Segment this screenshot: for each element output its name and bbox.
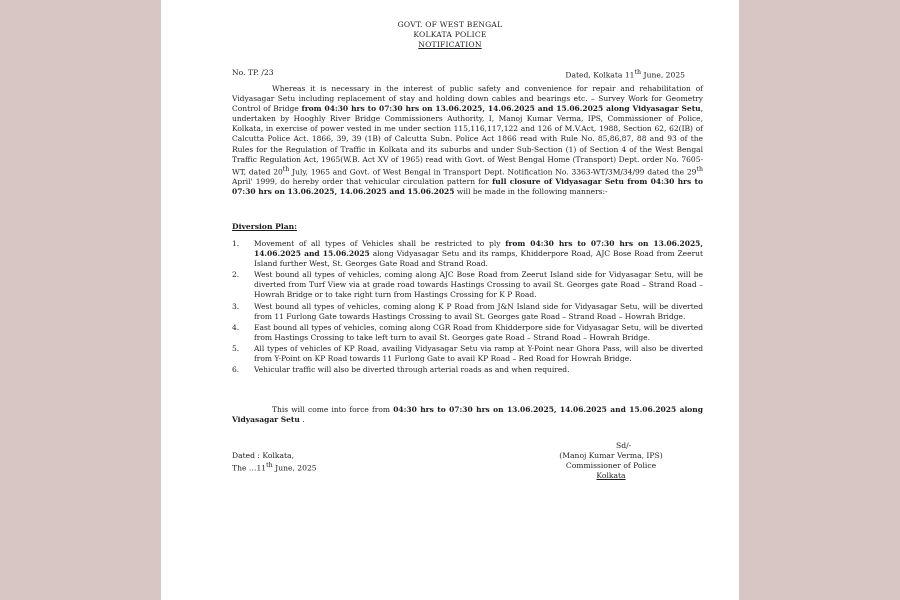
list-item: 2. West bound all types of vehicles, coming along AJC Bose Road from Zeerut Island side for Vidyasagar Setu, will be diverted from Turf View via at grade road towards Hastings Crossing to avail St. Georges gate Road – Strand Road – Howrah Bridge or to take right turn from Hastings Crossing for K P Road. <box>232 270 703 300</box>
reference-number: No. TP. /23 <box>232 68 274 77</box>
item-number: 1. <box>232 239 240 248</box>
date-line: Dated, Kolkata 11th June, 2025 <box>565 69 685 80</box>
header-dept: KOLKATA POLICE <box>413 30 487 39</box>
order-paragraph: Whereas it is necessary in the interest of public safety and convenience for repair and rehabilitation of Vidyasagar Setu including replacement of stay and holding down cables and bearings etc. – Survey Work for Geometry Control of Bridge from 04:30 hrs to 07:30 hrs on 13.06.2025, 14.06.2025 and 15.06.2025 along Vidyasagar Setu, undertaken by Hooghly River Bridge Commissioners Authority, I, Manoj Kumar Verma, IPS, Commissioner of Police, Kolkata, in exercise of power vested in me under section 115,116,117,122 and 126 of M.V.Act, 1988, Section 62, 62(IB) of Calcutta Police Act. 1866, 39, 39 (1B) of Calcutta Subn. Police Act 1866 read with Rule No. 85,86,87, 88 and 93 of the Rules for the Regulation of Traffic in Kolkata and its suburbs and under Sub-Section (1) of Section 4 of the West Bengal Traffic Regulation Act, 1965(W.B. Act XV of 1965) read with Govt. of West Bengal Home (Transport) Dept. order No. 7605-WT, dated 20th July, 1965 and Govt. of West Bengal in Transport Dept. Notification No. 3363-WT/3M/34/99 dated the 29th April' 1999, do hereby order that vehicular circulation pattern for full closure of Vidyasagar Setu from 04:30 hrs to 07:30 hrs on 13.06.2025, 14.06.2025 and 15.06.2025 will be made in the following manners:- <box>232 84 704 197</box>
signature-block <box>551 451 671 481</box>
diversion-list <box>232 239 703 376</box>
list-item: 5. All types of vehicles of KP Road, availing Vidyasagar Setu via ramp at Y-Point near Ghora Pass, will also be diverted from Y-Point on KP Road towards 11 Furlong Gate to avail KP Road – Red Road for Howrah Bridge. <box>232 343 703 364</box>
header-govt: GOVT. OF WEST BENGAL <box>397 20 503 29</box>
signatory-designation: Commissioner of Police <box>565 461 657 470</box>
header-notification: NOTIFICATION <box>418 40 482 49</box>
item-number: 2. <box>232 270 240 280</box>
item-number: 5. <box>232 343 240 353</box>
signatory-name: (Manoj Kumar Verma, IPS) <box>559 451 663 460</box>
diversion-plan-title: Diversion Plan: <box>232 222 297 231</box>
list-item: 1. Movement of all types of Vehicles shall be restricted to ply from 04:30 hrs to 07:30 hrs on 13.06.2025, 14.06.2025 and 15.06.2025 along Vidyasagar Setu and its ramps, Khidderpore Road, AJC Bose Road from Zeerut Island further West, St. Georges Gate Road and Strand Road. <box>232 239 703 269</box>
signature-sd: Sd/- <box>616 441 632 450</box>
notification-page <box>161 0 739 600</box>
signatory-place: Kolkata <box>596 471 626 480</box>
list-item: 4. East bound all types of vehicles, coming along CGR Road from Khidderpore side for Vidyasagar Setu, will be diverted from Hastings Crossing to take left turn to avail St. Georges gate Road – Strand Road – Howrah Bridge. <box>232 322 703 342</box>
item-number: 6. <box>232 365 240 375</box>
footer-date: The …11th June, 2025 <box>232 462 317 473</box>
footer-dated-line: Dated : Kolkata, <box>232 451 294 460</box>
item-number: 3. <box>232 301 240 311</box>
effective-paragraph: This will come into force from 04:30 hrs to 07:30 hrs on 13.06.2025, 14.06.2025 and 15.06.2025 along Vidyasagar Setu . <box>232 405 703 425</box>
list-item: 3. West bound all types of vehicles, coming along K P Road from J&N Island side for Vidyasagar Setu, will be diverted from 11 Furlong Gate towards Hastings Crossing to avail St. Georges gate Road – Strand Road – Howrah Bridge. <box>232 301 703 321</box>
item-number: 4. <box>232 322 240 332</box>
list-item: 6. Vehicular traffic will also be diverted through arterial roads as and when required. <box>232 365 570 375</box>
